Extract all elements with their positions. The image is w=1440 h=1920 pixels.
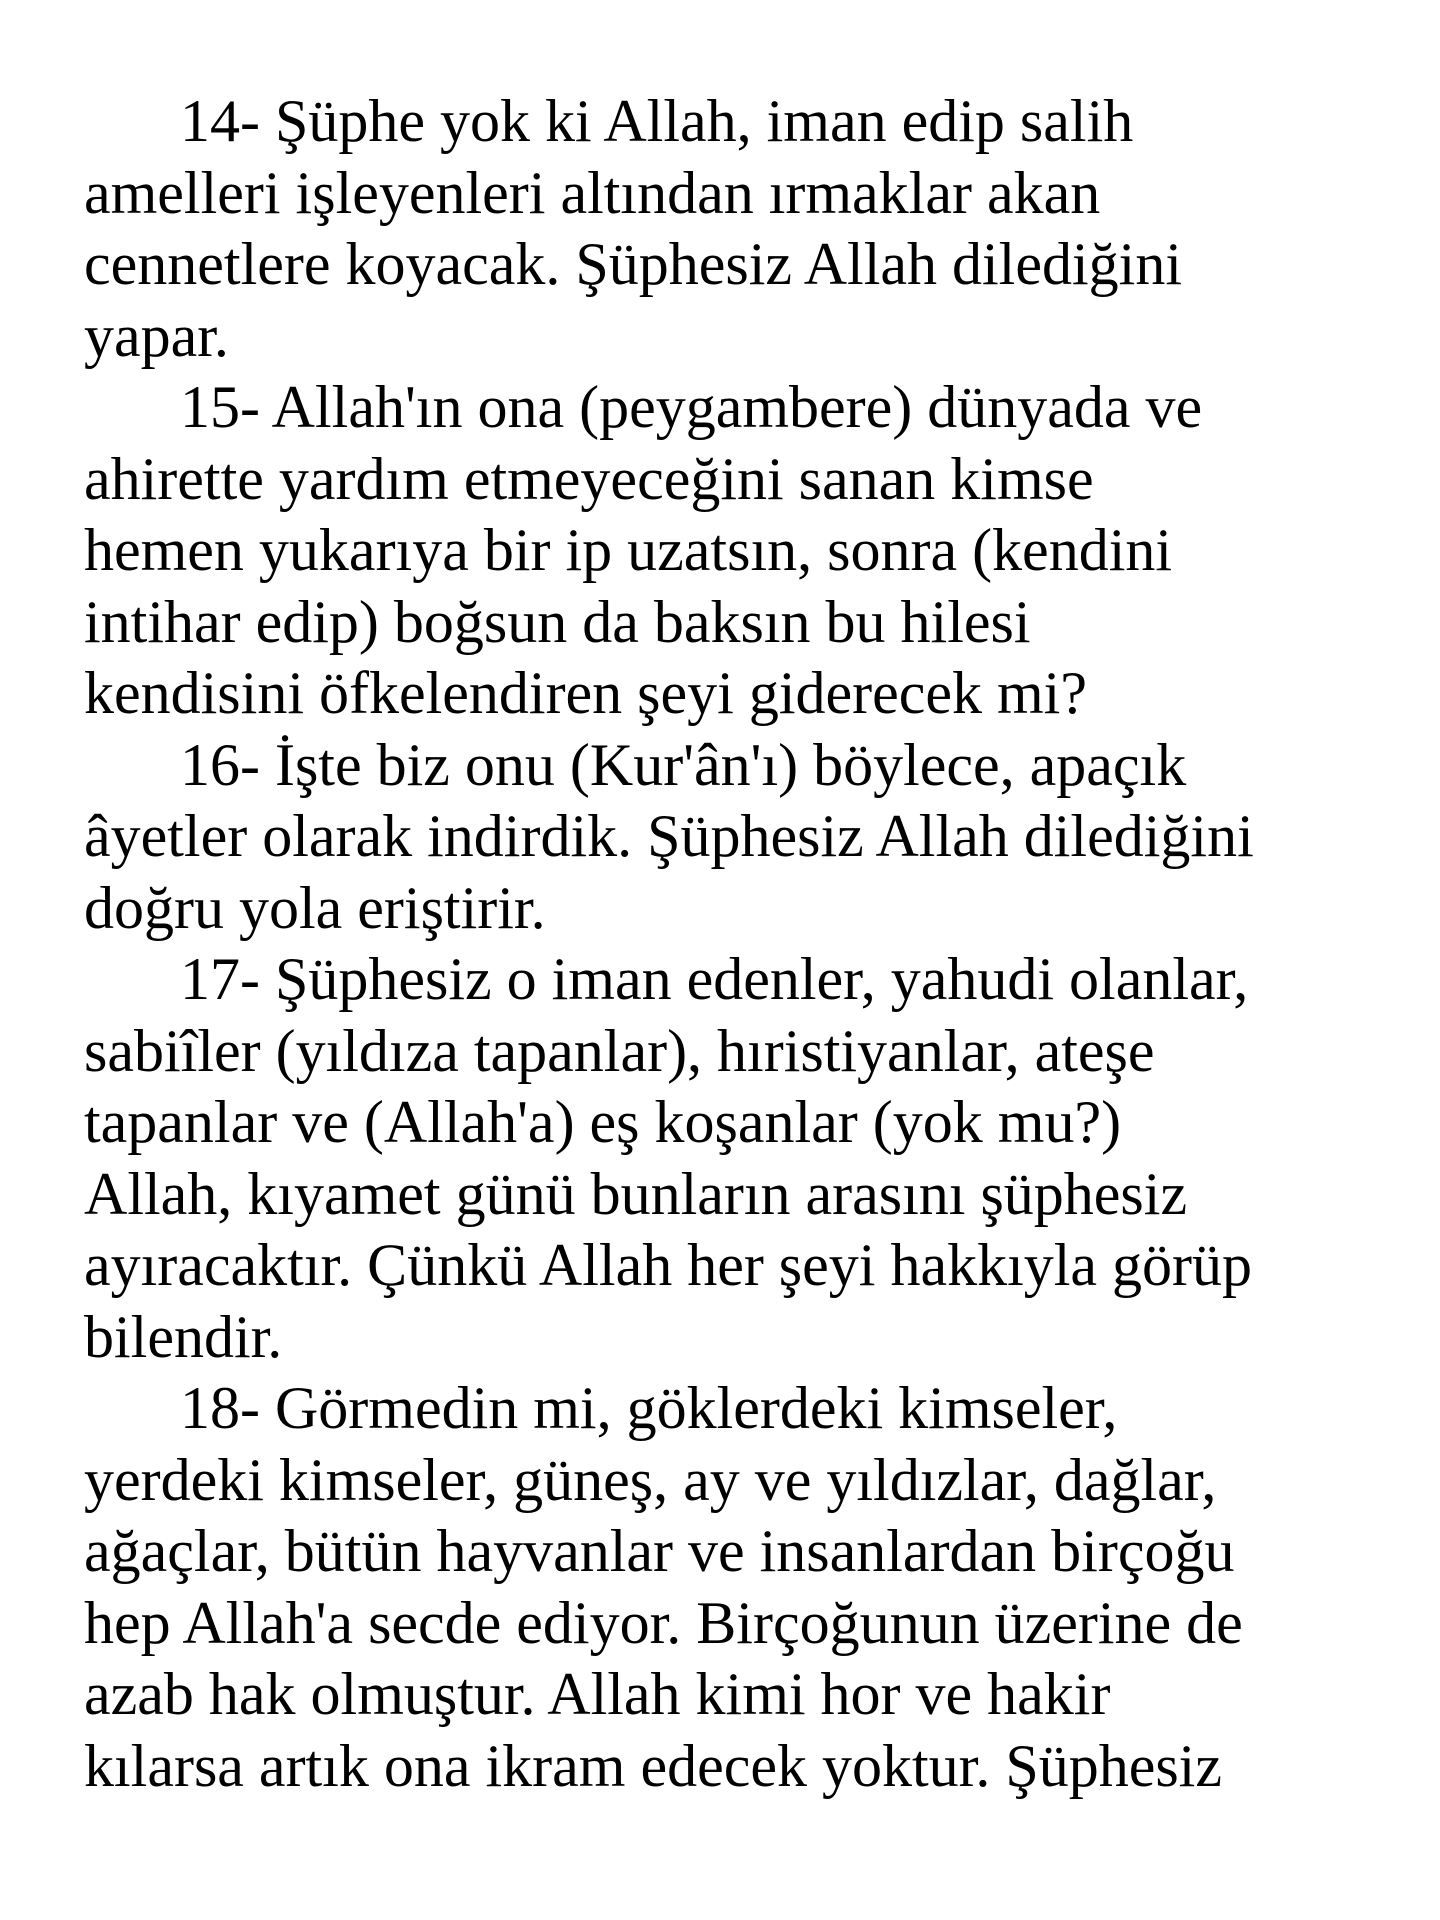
verse-line: ahirette yardım etmeyeceğini sanan kimse <box>84 445 1094 512</box>
verse-18 <box>84 1373 1404 1802</box>
verse-line: intihar edip) boğsun da baksın bu hilesi <box>84 588 1031 655</box>
verse-line: yapar. <box>84 302 229 369</box>
verse-line: hep Allah'a secde ediyor. Birçoğunun üzerine de <box>84 1589 1243 1656</box>
verse-line: cennetlere koyacak. Şüphesiz Allah dilediğini <box>84 231 1182 297</box>
verse-line: 14- Şüphe yok ki Allah, iman edip salih <box>180 88 1134 154</box>
verse-17 <box>84 944 1404 1373</box>
verse-line: 18- Görmedin mi, göklerdeki kimseler, <box>180 1375 1118 1441</box>
verse-line: 16- İşte biz onu (Kur'ân'ı) böylece, apaçık <box>180 731 1187 798</box>
verse-line: 17- Şüphesiz o iman edenler, yahudi olanlar, <box>180 946 1249 1012</box>
verse-line: kendisini öfkelendiren şeyi giderecek mi? <box>84 660 1087 726</box>
verse-line: amelleri işleyenleri altından ırmaklar akan <box>84 159 1101 226</box>
verse-line: ağaçlar, bütün hayvanlar ve insanlardan birçoğu <box>84 1518 1235 1584</box>
verse-line: yerdeki kimseler, güneş, ay ve yıldızlar, dağlar, <box>84 1446 1217 1513</box>
document-page <box>84 86 1404 1802</box>
verse-line: âyetler olarak indirdik. Şüphesiz Allah dilediğini <box>84 803 1254 869</box>
verse-line: ayıracaktır. Çünkü Allah her şeyi hakkıyla görüp <box>84 1232 1253 1298</box>
verse-line: azab hak olmuştur. Allah kimi hor ve hakir <box>84 1661 1111 1727</box>
verse-line: Allah, kıyamet günü bunların arasını şüphesiz <box>84 1160 1188 1227</box>
verse-line: tapanlar ve (Allah'a) eş koşanlar (yok mu?) <box>84 1089 1122 1155</box>
verse-16 <box>84 730 1404 945</box>
verse-line: 15- Allah'ın ona (peygambere) dünyada ve <box>180 374 1203 440</box>
verse-line: bilendir. <box>84 1303 283 1370</box>
verse-15 <box>84 372 1404 730</box>
verse-line: hemen yukarıya bir ip uzatsın, sonra (kendini <box>84 517 1173 583</box>
verse-line: sabiîler (yıldıza tapanlar), hıristiyanlar, ateşe <box>84 1017 1155 1084</box>
verse-line: kılarsa artık ona ikram edecek yoktur. Şüphesiz <box>84 1732 1222 1799</box>
verse-14 <box>84 86 1404 372</box>
verse-line: doğru yola eriştirir. <box>84 874 546 941</box>
